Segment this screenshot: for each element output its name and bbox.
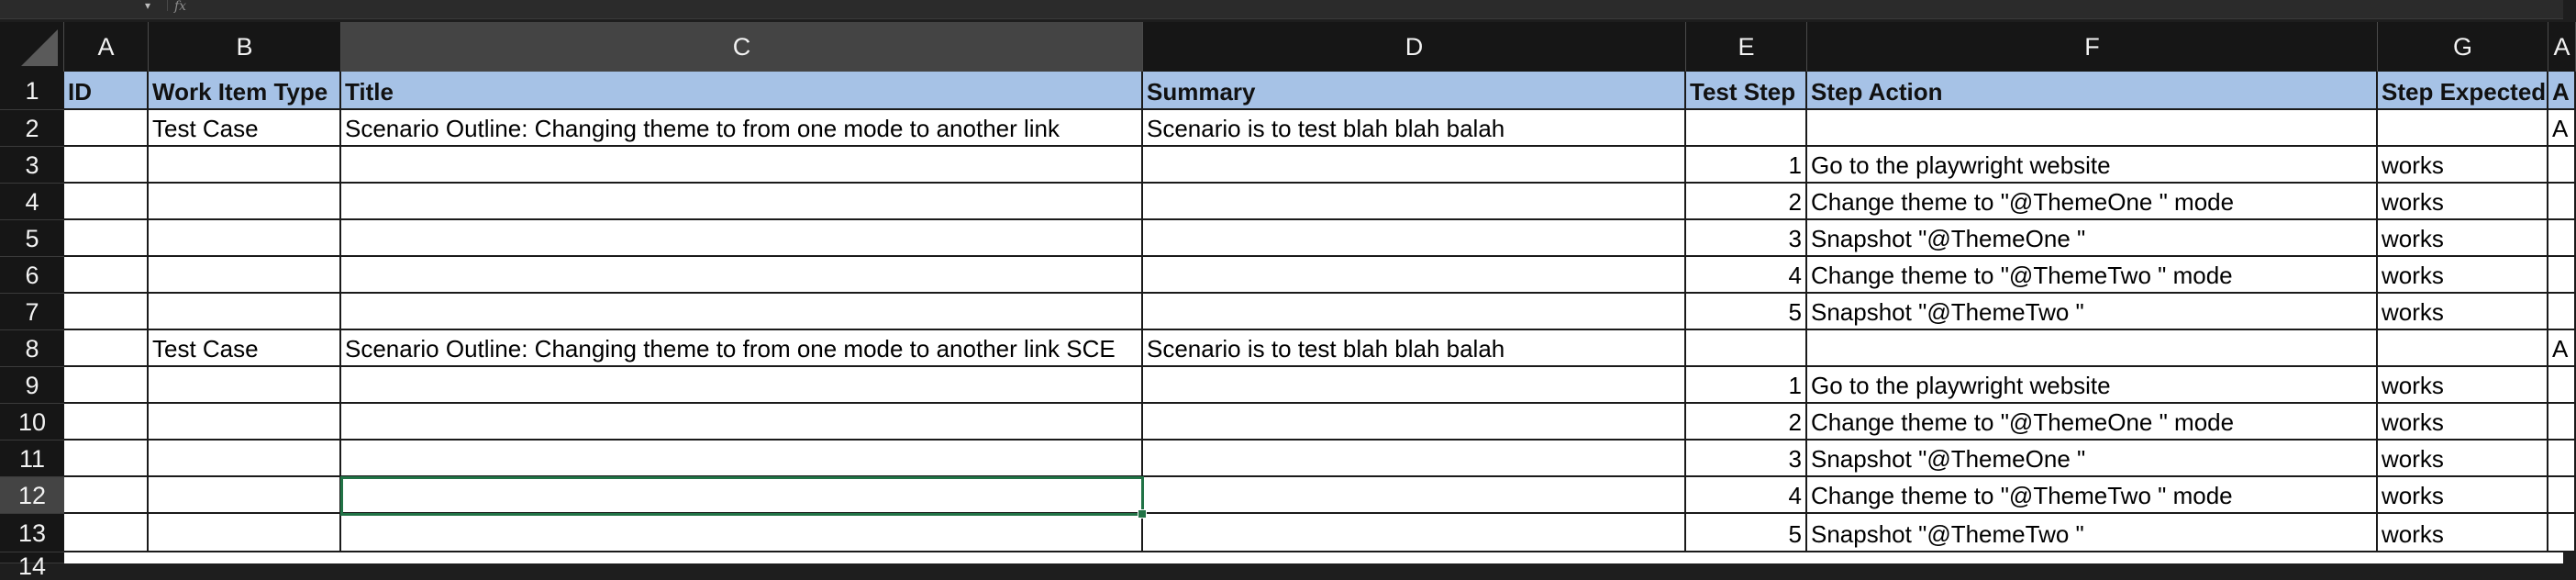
column-header-a[interactable]: A — [64, 22, 149, 72]
cell-step-expected[interactable]: works — [2378, 477, 2548, 514]
cell-title[interactable] — [341, 367, 1143, 404]
row-header-13[interactable]: 13 — [0, 514, 64, 552]
cell-step-action[interactable]: Change theme to "@ThemeOne " mode — [1807, 404, 2378, 441]
cell-title[interactable] — [341, 294, 1143, 330]
cell-work-item-type[interactable] — [149, 514, 341, 552]
cell-work-item-type[interactable] — [149, 441, 341, 477]
fx-icon[interactable]: fx — [174, 0, 187, 14]
cell-work-item-type[interactable] — [149, 404, 341, 441]
cell-summary[interactable]: Scenario is to test blah blah balah — [1143, 110, 1686, 147]
cell-summary[interactable] — [1143, 147, 1686, 184]
cell-step-action[interactable]: Snapshot "@ThemeOne " — [1807, 441, 2378, 477]
cell-step-expected[interactable]: works — [2378, 220, 2548, 257]
cell-step-action[interactable]: Snapshot "@ThemeTwo " — [1807, 294, 2378, 330]
row-header-10[interactable]: 10 — [0, 404, 64, 441]
table-row — [64, 477, 2563, 514]
cell-step-expected[interactable]: works — [2378, 257, 2548, 294]
table-row — [64, 294, 2563, 330]
table-header-row — [64, 72, 2570, 110]
cell-step-expected[interactable]: works — [2378, 184, 2548, 220]
column-header-f[interactable]: F — [1807, 22, 2378, 72]
cell-step-expected[interactable] — [2378, 330, 2548, 367]
cell-test-step[interactable]: 2 — [1686, 184, 1807, 220]
header-cell-step-expected[interactable]: Step Expected — [2378, 72, 2548, 110]
cell-step-expected[interactable]: works — [2378, 294, 2548, 330]
row-14-strip — [64, 552, 2563, 563]
cell-work-item-type[interactable] — [149, 220, 341, 257]
cell-test-step[interactable]: 2 — [1686, 404, 1807, 441]
formula-bar-divider — [167, 0, 168, 11]
column-header-e[interactable]: E — [1686, 22, 1807, 72]
table-row — [64, 184, 2563, 220]
cell-work-item-type[interactable]: Test Case — [149, 330, 341, 367]
column-header-c[interactable]: C — [341, 22, 1143, 72]
cell-title[interactable]: Scenario Outline: Changing theme to from one mode to another link SCE — [341, 330, 1143, 367]
row-header-7[interactable]: 7 — [0, 294, 64, 330]
header-cell-id[interactable]: ID — [64, 72, 149, 110]
cell-test-step[interactable]: 4 — [1686, 477, 1807, 514]
cell-step-expected[interactable]: works — [2378, 441, 2548, 477]
cell-title[interactable] — [341, 441, 1143, 477]
table-row — [64, 220, 2563, 257]
table-row — [64, 110, 2569, 147]
cell-summary[interactable] — [1143, 441, 1686, 477]
cell-summary[interactable]: Scenario is to test blah blah balah — [1143, 330, 1686, 367]
table-row — [64, 404, 2563, 441]
row-header-6[interactable]: 6 — [0, 257, 64, 294]
cell-next[interactable] — [2548, 477, 2576, 514]
cell-summary[interactable] — [1143, 514, 1686, 552]
cell-title[interactable] — [341, 147, 1143, 184]
cell-test-step[interactable]: 4 — [1686, 257, 1807, 294]
cell-work-item-type[interactable] — [149, 147, 341, 184]
cell-id[interactable] — [64, 330, 149, 367]
column-header-d[interactable]: D — [1143, 22, 1686, 72]
column-header-b[interactable]: B — [149, 22, 341, 72]
cell-title[interactable] — [341, 220, 1143, 257]
cell-work-item-type[interactable] — [149, 367, 341, 404]
row-header-4[interactable]: 4 — [0, 184, 64, 220]
cell-id[interactable] — [64, 220, 149, 257]
header-cell-next[interactable]: A — [2548, 72, 2576, 110]
cell-test-step[interactable] — [1686, 330, 1807, 367]
cell-next[interactable] — [2548, 184, 2576, 220]
select-all-button[interactable] — [0, 22, 64, 72]
row-header-5[interactable]: 5 — [0, 220, 64, 257]
row-header-12[interactable]: 12 — [0, 477, 64, 514]
cell-id[interactable] — [64, 110, 149, 147]
cell-next[interactable]: A — [2548, 110, 2576, 147]
cell-title[interactable] — [341, 257, 1143, 294]
cell-summary[interactable] — [1143, 257, 1686, 294]
cell-step-action[interactable]: Snapshot "@ThemeOne " — [1807, 220, 2378, 257]
cell-step-action[interactable]: Change theme to "@ThemeTwo " mode — [1807, 257, 2378, 294]
cell-summary[interactable] — [1143, 367, 1686, 404]
cell-next[interactable] — [2548, 404, 2576, 441]
header-cell-step-action[interactable]: Step Action — [1807, 72, 2378, 110]
header-cell-summary[interactable]: Summary — [1143, 72, 1686, 110]
header-cell-test-step[interactable]: Test Step — [1686, 72, 1807, 110]
cell-title[interactable] — [341, 477, 1143, 514]
cell-work-item-type[interactable] — [149, 257, 341, 294]
cell-step-expected[interactable]: works — [2378, 367, 2548, 404]
row-header-9[interactable]: 9 — [0, 367, 64, 404]
cell-test-step[interactable] — [1686, 110, 1807, 147]
column-header-next[interactable]: A — [2548, 22, 2576, 72]
cell-step-expected[interactable]: works — [2378, 404, 2548, 441]
cell-next[interactable]: A — [2548, 330, 2576, 367]
cell-title[interactable]: Scenario Outline: Changing theme to from one mode to another link — [341, 110, 1143, 147]
cell-step-action[interactable]: Go to the playwright website — [1807, 147, 2378, 184]
row-header-11[interactable]: 11 — [0, 441, 64, 477]
table-row — [64, 257, 2563, 294]
cell-work-item-type[interactable] — [149, 184, 341, 220]
header-cell-title[interactable]: Title — [341, 72, 1143, 110]
cell-step-expected[interactable]: works — [2378, 147, 2548, 184]
cell-summary[interactable] — [1143, 477, 1686, 514]
cell-step-action[interactable]: Change theme to "@ThemeTwo " mode — [1807, 477, 2378, 514]
cell-test-step[interactable]: 3 — [1686, 220, 1807, 257]
cell-next[interactable] — [2548, 514, 2576, 552]
table-row — [64, 514, 2563, 552]
cell-next[interactable] — [2548, 147, 2576, 184]
table-row — [64, 147, 2563, 184]
name-box-dropdown-icon[interactable]: ▾ — [144, 0, 151, 12]
formula-bar — [0, 0, 2563, 19]
column-header-g[interactable]: G — [2378, 22, 2548, 72]
cell-test-step[interactable]: 5 — [1686, 294, 1807, 330]
row-header-14[interactable]: 14 — [0, 552, 64, 563]
row-header-1[interactable]: 1 — [0, 72, 64, 110]
row-header-3[interactable]: 3 — [0, 147, 64, 184]
cell-id[interactable] — [64, 367, 149, 404]
table-row — [64, 330, 2569, 367]
table-row — [64, 367, 2563, 404]
row-header-2[interactable]: 2 — [0, 110, 64, 147]
cell-step-action[interactable] — [1807, 330, 2378, 367]
cell-title[interactable] — [341, 404, 1143, 441]
cell-work-item-type[interactable]: Test Case — [149, 110, 341, 147]
cell-summary[interactable] — [1143, 184, 1686, 220]
cell-next[interactable] — [2548, 220, 2576, 257]
select-all-triangle-icon — [21, 29, 58, 66]
cell-id[interactable] — [64, 441, 149, 477]
cell-title[interactable] — [341, 184, 1143, 220]
cell-step-action[interactable]: Change theme to "@ThemeOne " mode — [1807, 184, 2378, 220]
row-header-8[interactable]: 8 — [0, 330, 64, 367]
cell-id[interactable] — [64, 147, 149, 184]
cell-test-step[interactable]: 5 — [1686, 514, 1807, 552]
table-row — [64, 441, 2563, 477]
cell-step-action[interactable]: Go to the playwright website — [1807, 367, 2378, 404]
cell-id[interactable] — [64, 184, 149, 220]
cell-next[interactable] — [2548, 294, 2576, 330]
cell-summary[interactable] — [1143, 404, 1686, 441]
cell-step-expected[interactable]: works — [2378, 514, 2548, 552]
cell-summary[interactable] — [1143, 220, 1686, 257]
cell-summary[interactable] — [1143, 294, 1686, 330]
cell-id[interactable] — [64, 477, 149, 514]
cell-test-step[interactable]: 3 — [1686, 441, 1807, 477]
cell-id[interactable] — [64, 404, 149, 441]
header-cell-work-item-type[interactable]: Work Item Type — [149, 72, 341, 110]
cell-title[interactable] — [341, 514, 1143, 552]
cell-work-item-type[interactable] — [149, 477, 341, 514]
cell-id[interactable] — [64, 294, 149, 330]
cell-step-action[interactable] — [1807, 110, 2378, 147]
cell-test-step[interactable]: 1 — [1686, 367, 1807, 404]
cell-test-step[interactable]: 1 — [1686, 147, 1807, 184]
cell-next[interactable] — [2548, 367, 2576, 404]
cell-id[interactable] — [64, 257, 149, 294]
cell-next[interactable] — [2548, 257, 2576, 294]
cell-step-action[interactable]: Snapshot "@ThemeTwo " — [1807, 514, 2378, 552]
cell-id[interactable] — [64, 514, 149, 552]
cell-next[interactable] — [2548, 441, 2576, 477]
cell-work-item-type[interactable] — [149, 294, 341, 330]
cell-step-expected[interactable] — [2378, 110, 2548, 147]
